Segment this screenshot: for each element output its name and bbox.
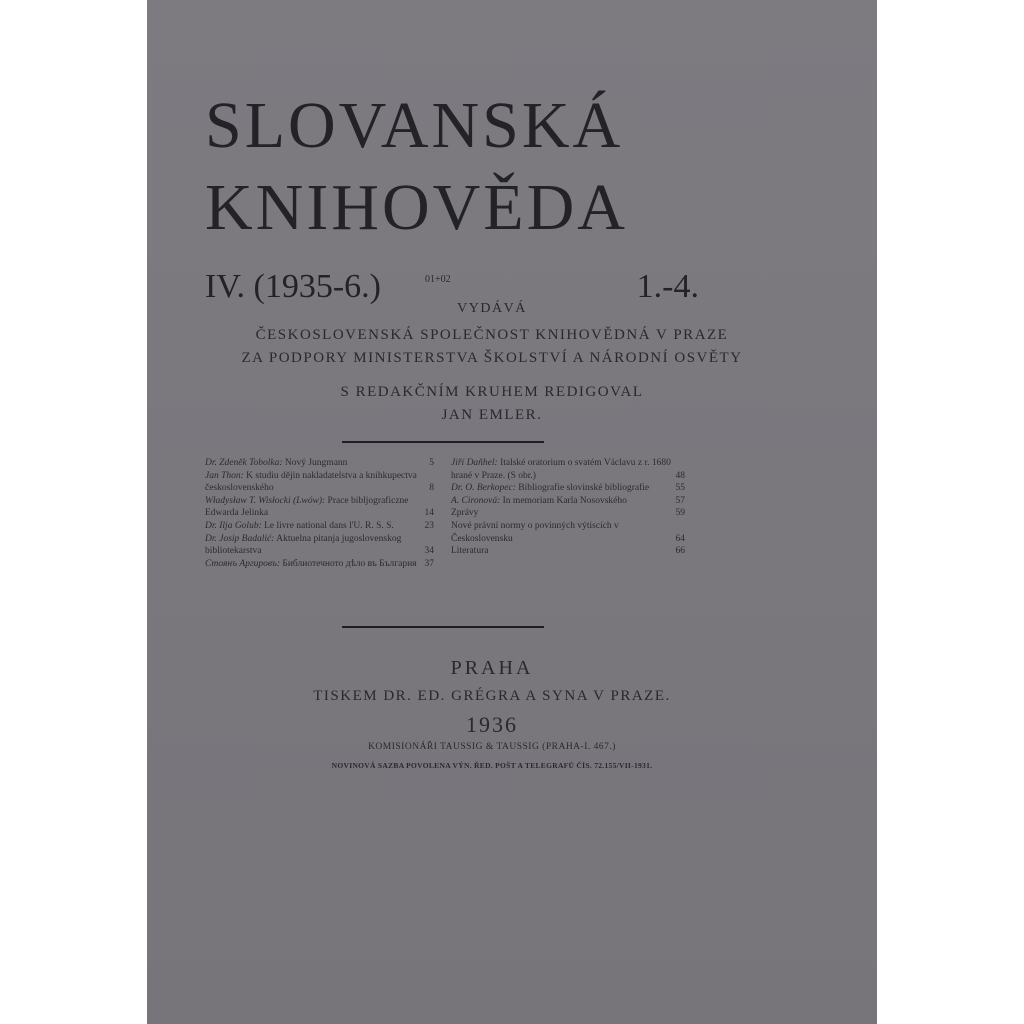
postal-permit-line: NOVINOVÁ SAZBA POVOLENA VÝN. ŘED. POŠT A TELEGRAFŮ ČÍS. 72.155/VII-1931. [331, 761, 653, 770]
contents-item [205, 558, 434, 571]
contents-item [451, 520, 685, 545]
title-line-1: SLOVANSKÁ [205, 89, 624, 162]
contents-page: 48 [675, 470, 685, 481]
contents-item [205, 470, 434, 495]
divider-bottom [342, 626, 544, 628]
contents-title: Zprávy [451, 508, 479, 519]
journal-cover [147, 0, 877, 1024]
contents-page: 55 [675, 483, 685, 494]
publication-year: 1936 [466, 712, 518, 737]
publication-place: PRAHA [450, 657, 534, 679]
contents-author: Jiří Daňhel: [451, 458, 498, 468]
contents-page: 37 [424, 558, 434, 569]
contents-author: Dr. Josip Badalić: [205, 533, 275, 544]
contents-title: Nové právní normy o povinných výtiscích v Československu [451, 520, 619, 544]
contents-page: 14 [424, 508, 434, 519]
publisher-society: ČESKOSLOVENSKÁ SPOLEČNOST KNIHOVĚDNÁ V PRAZE [255, 327, 729, 343]
small-mark: 01+02 [425, 274, 451, 285]
contents-page: 8 [429, 483, 434, 494]
contents-page: 64 [675, 533, 685, 544]
contents-page: 5 [429, 458, 434, 468]
contents-item [451, 545, 685, 558]
publisher-label: VYDÁVÁ [457, 301, 527, 316]
contents-author: Стоянъ Аргировъ: [205, 558, 280, 569]
contents-page: 23 [424, 520, 434, 531]
contents-author: Jan Thon: [205, 470, 244, 481]
contents-author: Władysław T. Wisłocki (Lwów): [205, 495, 326, 506]
contents-title: Italské oratorium o svatém Václavu z r. 1680 hrané v Praze. (S obr.) [451, 458, 671, 481]
contents-author: Dr. Ilja Golub: [205, 520, 262, 531]
volume-label: IV. (1935-6.) [205, 268, 381, 305]
title-line-2: KNIHOVĚDA [205, 171, 628, 244]
contents-item [205, 533, 434, 558]
contents-title: Literatura [451, 546, 489, 557]
commission-line: KOMISIONÁŘI TAUSSIG & TAUSSIG (PRAHA-I. 467.) [368, 742, 616, 752]
contents-item [205, 495, 434, 520]
contents-page: 57 [675, 495, 685, 506]
contents-left-column [205, 457, 434, 570]
contents-item [451, 457, 685, 482]
contents-page: 34 [424, 546, 434, 557]
contents-title: In memoriam Karla Nosovského [502, 495, 627, 506]
contents-title: Aktuelna pitanja jugoslovenskog bibliotekarstva [205, 533, 402, 557]
contents-title: Le livre national dans l'U. R. S. S. [264, 520, 394, 531]
contents-author: Dr. O. Berkopec: [451, 483, 516, 494]
contents-page: 59 [675, 508, 685, 519]
contents-item [451, 482, 685, 495]
contents-item [205, 457, 434, 470]
printer-line: TISKEM DR. ED. GRÉGRA A SYNA V PRAZE. [313, 688, 671, 704]
journal-title [205, 85, 628, 249]
contents-right-column [451, 457, 685, 558]
divider-top [342, 441, 544, 443]
contents-item [451, 495, 685, 508]
support-line: ZA PODPORY MINISTERSTVA ŠKOLSTVÍ A NÁRODNÍ OSVĚTY [241, 350, 743, 366]
edited-by-line: S REDAKČNÍM KRUHEM REDIGOVAL [340, 384, 644, 400]
contents-title: Библиотечното дѣло въ България [282, 558, 417, 569]
contents-title: Bibliografie slovinské bibliografie [518, 483, 650, 494]
editor-name: JAN EMLER. [441, 407, 543, 423]
contents-page: 66 [675, 546, 685, 557]
issue-number: 1.-4. [636, 268, 699, 305]
contents-item [451, 507, 685, 520]
contents-item [205, 520, 434, 533]
contents-author: A. Cironová: [451, 495, 501, 506]
contents-title: Prace bibljograficzne Edwarda Jelinka [205, 495, 409, 519]
contents-title: K studiu dějin nakladatelstva a knihkupectva československého [205, 470, 417, 494]
contents-author: Dr. Zdeněk Tobolka: [205, 458, 283, 468]
contents-title: Nový Jungmann [284, 458, 348, 468]
